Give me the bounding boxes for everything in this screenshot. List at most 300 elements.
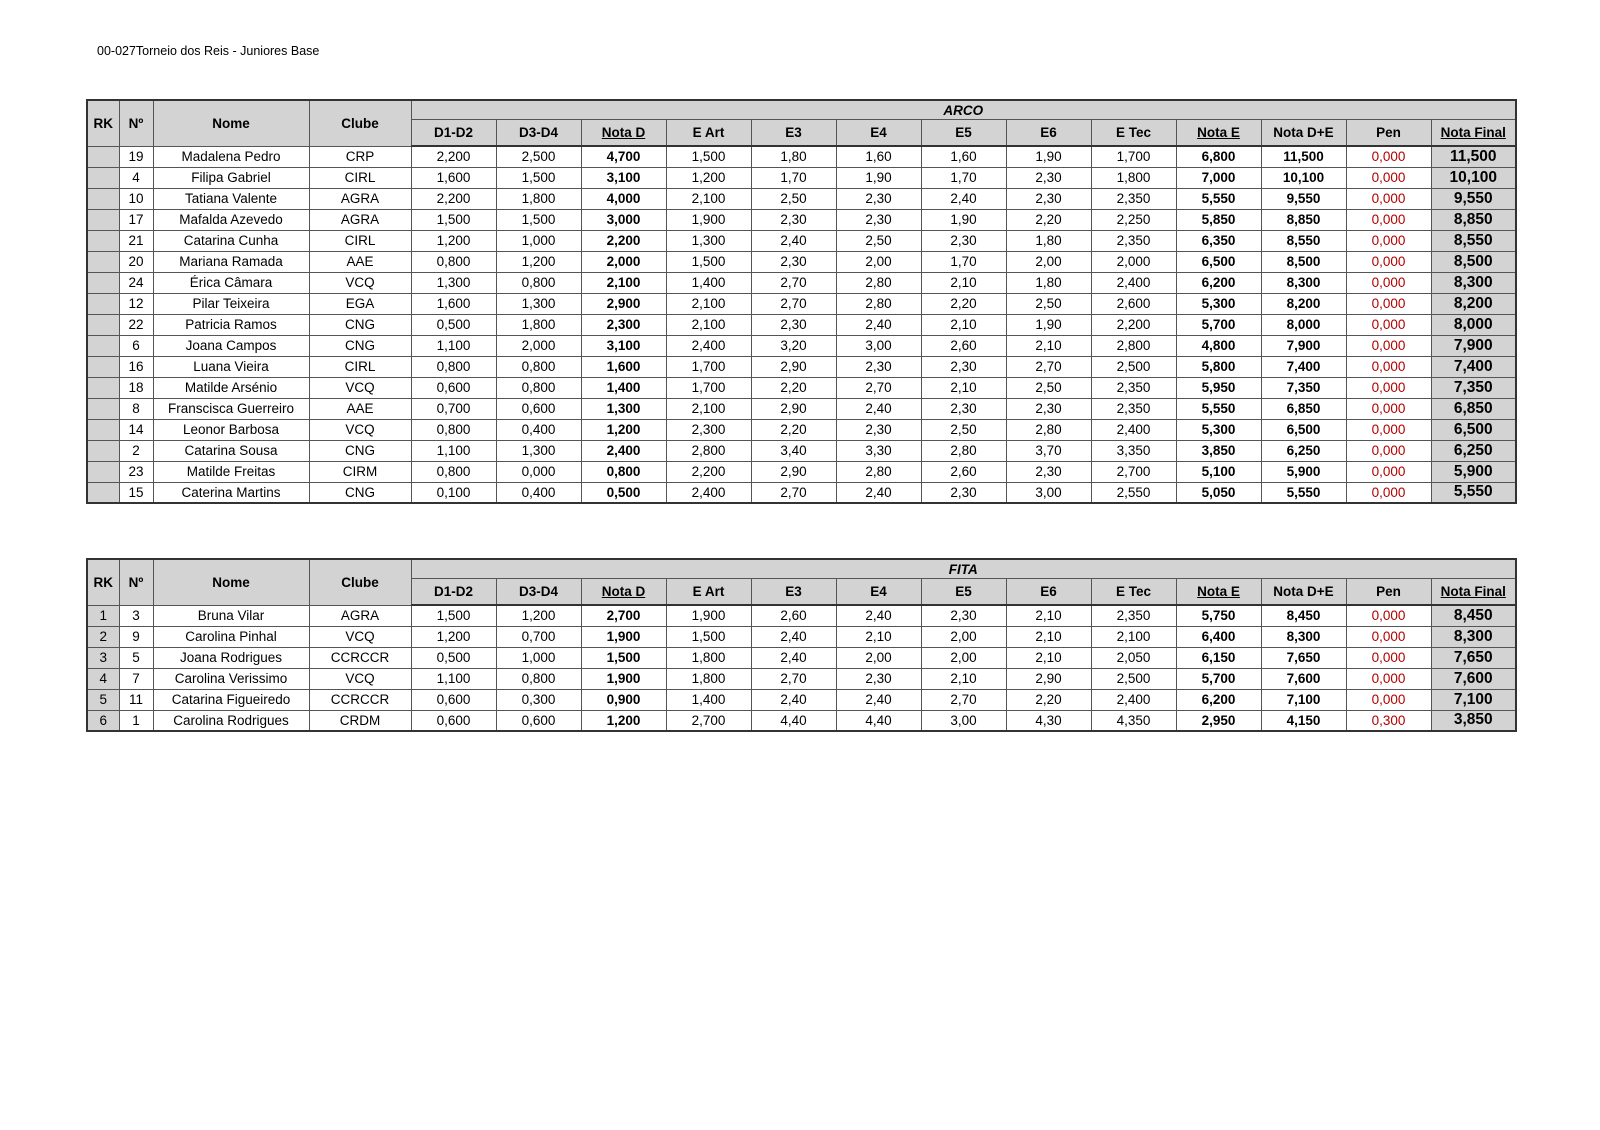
cell-nota-final: 9,550	[1431, 188, 1516, 209]
cell-nome: Mafalda Azevedo	[153, 209, 309, 230]
cell-nota-e: 6,200	[1176, 689, 1261, 710]
cell-nota-d-e: 5,550	[1261, 482, 1346, 503]
cell-e-tec: 2,700	[1091, 461, 1176, 482]
cell-d3-d4: 2,500	[496, 146, 581, 167]
cell-e4: 2,30	[836, 209, 921, 230]
cell-d1-d2: 0,600	[411, 710, 496, 731]
cell-nota-d: 4,000	[581, 188, 666, 209]
table-row	[87, 377, 1516, 398]
cell-e-art: 2,400	[666, 335, 751, 356]
cell-num: 12	[119, 293, 153, 314]
cell-nome: Patricia Ramos	[153, 314, 309, 335]
cell-nota-e: 2,950	[1176, 710, 1261, 731]
cell-nome: Carolina Rodrigues	[153, 710, 309, 731]
header-e3: E3	[751, 579, 836, 606]
cell-nome: Pilar Teixeira	[153, 293, 309, 314]
cell-nome: Leonor Barbosa	[153, 419, 309, 440]
cell-d1-d2: 1,100	[411, 440, 496, 461]
cell-nota-e: 5,550	[1176, 398, 1261, 419]
cell-e3: 4,40	[751, 710, 836, 731]
cell-pen: 0,000	[1346, 230, 1431, 251]
cell-nome: Tatiana Valente	[153, 188, 309, 209]
header-e-art: E Art	[666, 120, 751, 147]
cell-e3: 2,90	[751, 398, 836, 419]
cell-nota-e: 5,550	[1176, 188, 1261, 209]
cell-e4: 2,10	[836, 626, 921, 647]
cell-rk	[87, 377, 119, 398]
header-rk: RK	[87, 559, 119, 605]
cell-nota-e: 6,200	[1176, 272, 1261, 293]
cell-e-art: 1,400	[666, 272, 751, 293]
cell-e5: 2,50	[921, 419, 1006, 440]
cell-e-art: 1,200	[666, 167, 751, 188]
cell-pen: 0,300	[1346, 710, 1431, 731]
cell-d3-d4: 0,400	[496, 482, 581, 503]
cell-clube: CNG	[309, 335, 411, 356]
cell-nome: Catarina Cunha	[153, 230, 309, 251]
cell-d3-d4: 1,300	[496, 293, 581, 314]
cell-clube: AGRA	[309, 188, 411, 209]
cell-num: 4	[119, 167, 153, 188]
cell-d1-d2: 1,100	[411, 335, 496, 356]
cell-nota-d: 3,100	[581, 335, 666, 356]
cell-nome: Madalena Pedro	[153, 146, 309, 167]
cell-d1-d2: 1,200	[411, 230, 496, 251]
cell-nota-d: 2,400	[581, 440, 666, 461]
cell-nome: Carolina Verissimo	[153, 668, 309, 689]
header-pen: Pen	[1346, 120, 1431, 147]
cell-e6: 2,50	[1006, 293, 1091, 314]
cell-nota-d: 1,500	[581, 647, 666, 668]
cell-pen: 0,000	[1346, 440, 1431, 461]
cell-e-art: 1,900	[666, 605, 751, 626]
cell-nota-final: 8,200	[1431, 293, 1516, 314]
cell-num: 23	[119, 461, 153, 482]
cell-nota-e: 5,800	[1176, 356, 1261, 377]
cell-nota-final: 6,850	[1431, 398, 1516, 419]
cell-nota-final: 7,650	[1431, 647, 1516, 668]
table-row	[87, 293, 1516, 314]
cell-rk: 6	[87, 710, 119, 731]
cell-d3-d4: 1,300	[496, 440, 581, 461]
cell-pen: 0,000	[1346, 482, 1431, 503]
cell-d3-d4: 0,600	[496, 710, 581, 731]
cell-e4: 2,30	[836, 419, 921, 440]
cell-nome: Érica Câmara	[153, 272, 309, 293]
cell-num: 14	[119, 419, 153, 440]
cell-clube: VCQ	[309, 668, 411, 689]
cell-nota-d: 2,300	[581, 314, 666, 335]
cell-d3-d4: 0,800	[496, 377, 581, 398]
cell-rk: 1	[87, 605, 119, 626]
cell-pen: 0,000	[1346, 605, 1431, 626]
cell-nota-d-e: 7,650	[1261, 647, 1346, 668]
header-e5: E5	[921, 120, 1006, 147]
header-num: Nº	[119, 100, 153, 146]
cell-nota-e: 6,800	[1176, 146, 1261, 167]
cell-e-tec: 2,800	[1091, 335, 1176, 356]
cell-pen: 0,000	[1346, 647, 1431, 668]
results-table-fita	[86, 558, 1517, 732]
table-row	[87, 710, 1516, 731]
cell-e5: 2,60	[921, 461, 1006, 482]
table-row	[87, 146, 1516, 167]
cell-rk	[87, 251, 119, 272]
cell-nota-final: 5,900	[1431, 461, 1516, 482]
header-d3-d4: D3-D4	[496, 120, 581, 147]
cell-nota-final: 8,450	[1431, 605, 1516, 626]
cell-nota-d: 2,200	[581, 230, 666, 251]
cell-rk	[87, 188, 119, 209]
cell-nome: Catarina Sousa	[153, 440, 309, 461]
cell-nota-e: 6,150	[1176, 647, 1261, 668]
cell-e5: 2,10	[921, 314, 1006, 335]
cell-num: 8	[119, 398, 153, 419]
cell-d3-d4: 0,800	[496, 668, 581, 689]
cell-e5: 2,30	[921, 482, 1006, 503]
cell-e5: 3,00	[921, 710, 1006, 731]
cell-rk	[87, 335, 119, 356]
cell-e6: 3,70	[1006, 440, 1091, 461]
cell-e6: 2,10	[1006, 605, 1091, 626]
cell-e3: 2,70	[751, 293, 836, 314]
cell-e-art: 2,100	[666, 398, 751, 419]
cell-nota-d: 3,100	[581, 167, 666, 188]
cell-d3-d4: 1,000	[496, 647, 581, 668]
header-e-art: E Art	[666, 579, 751, 606]
cell-nota-d-e: 9,550	[1261, 188, 1346, 209]
cell-nota-final: 7,100	[1431, 689, 1516, 710]
cell-rk	[87, 461, 119, 482]
cell-e-tec: 2,350	[1091, 230, 1176, 251]
cell-e3: 2,40	[751, 689, 836, 710]
cell-nome: Joana Rodrigues	[153, 647, 309, 668]
cell-nota-d-e: 6,250	[1261, 440, 1346, 461]
cell-nota-d-e: 8,850	[1261, 209, 1346, 230]
cell-nota-d-e: 7,350	[1261, 377, 1346, 398]
cell-clube: CCRCCR	[309, 647, 411, 668]
cell-e6: 2,20	[1006, 689, 1091, 710]
cell-nota-d-e: 8,300	[1261, 626, 1346, 647]
cell-e-art: 2,800	[666, 440, 751, 461]
cell-e6: 2,10	[1006, 335, 1091, 356]
cell-nota-d: 2,900	[581, 293, 666, 314]
cell-num: 2	[119, 440, 153, 461]
cell-e5: 2,40	[921, 188, 1006, 209]
cell-nota-e: 5,100	[1176, 461, 1261, 482]
cell-e4: 2,80	[836, 461, 921, 482]
cell-e4: 3,00	[836, 335, 921, 356]
cell-e4: 2,40	[836, 314, 921, 335]
cell-e6: 3,00	[1006, 482, 1091, 503]
cell-num: 1	[119, 710, 153, 731]
cell-pen: 0,000	[1346, 668, 1431, 689]
header-nota-d: Nota D	[581, 579, 666, 606]
cell-nota-d-e: 7,100	[1261, 689, 1346, 710]
cell-d3-d4: 2,000	[496, 335, 581, 356]
header-nota-final: Nota Final	[1431, 579, 1516, 606]
cell-nota-d: 2,700	[581, 605, 666, 626]
cell-num: 22	[119, 314, 153, 335]
cell-e-art: 2,100	[666, 314, 751, 335]
cell-e3: 2,40	[751, 647, 836, 668]
cell-pen: 0,000	[1346, 461, 1431, 482]
cell-e-tec: 2,250	[1091, 209, 1176, 230]
cell-e4: 2,40	[836, 398, 921, 419]
cell-pen: 0,000	[1346, 689, 1431, 710]
header-nome: Nome	[153, 100, 309, 146]
cell-d1-d2: 1,600	[411, 167, 496, 188]
cell-nome: Caterina Martins	[153, 482, 309, 503]
cell-e3: 1,80	[751, 146, 836, 167]
cell-e-tec: 2,350	[1091, 188, 1176, 209]
cell-d1-d2: 0,500	[411, 647, 496, 668]
cell-pen: 0,000	[1346, 167, 1431, 188]
cell-nota-d: 0,900	[581, 689, 666, 710]
cell-rk	[87, 440, 119, 461]
cell-e4: 3,30	[836, 440, 921, 461]
cell-nota-d-e: 6,850	[1261, 398, 1346, 419]
cell-e5: 2,70	[921, 689, 1006, 710]
cell-num: 19	[119, 146, 153, 167]
cell-num: 10	[119, 188, 153, 209]
cell-e-tec: 2,400	[1091, 419, 1176, 440]
table-row	[87, 419, 1516, 440]
cell-nota-e: 6,350	[1176, 230, 1261, 251]
table-row	[87, 440, 1516, 461]
cell-e5: 2,20	[921, 293, 1006, 314]
cell-e4: 2,00	[836, 647, 921, 668]
cell-pen: 0,000	[1346, 251, 1431, 272]
cell-e6: 4,30	[1006, 710, 1091, 731]
cell-clube: AAE	[309, 398, 411, 419]
cell-d1-d2: 1,100	[411, 668, 496, 689]
cell-e4: 2,80	[836, 293, 921, 314]
cell-e4: 1,60	[836, 146, 921, 167]
cell-e3: 2,40	[751, 230, 836, 251]
cell-nota-d: 0,800	[581, 461, 666, 482]
cell-e3: 2,70	[751, 668, 836, 689]
cell-e4: 2,30	[836, 356, 921, 377]
cell-e6: 2,30	[1006, 398, 1091, 419]
cell-clube: VCQ	[309, 377, 411, 398]
cell-num: 5	[119, 647, 153, 668]
cell-nome: Franscisca Guerreiro	[153, 398, 309, 419]
cell-rk: 3	[87, 647, 119, 668]
cell-e4: 2,00	[836, 251, 921, 272]
cell-d1-d2: 2,200	[411, 146, 496, 167]
cell-nota-d: 1,900	[581, 626, 666, 647]
cell-e6: 1,80	[1006, 272, 1091, 293]
cell-e4: 2,40	[836, 689, 921, 710]
cell-num: 17	[119, 209, 153, 230]
cell-nota-final: 8,550	[1431, 230, 1516, 251]
cell-nota-d: 2,100	[581, 272, 666, 293]
cell-nota-final: 8,000	[1431, 314, 1516, 335]
cell-d3-d4: 0,300	[496, 689, 581, 710]
cell-e4: 2,80	[836, 272, 921, 293]
cell-num: 18	[119, 377, 153, 398]
table-row	[87, 626, 1516, 647]
cell-e5: 2,80	[921, 440, 1006, 461]
header-d1-d2: D1-D2	[411, 120, 496, 147]
cell-e5: 1,70	[921, 167, 1006, 188]
cell-clube: CRDM	[309, 710, 411, 731]
cell-e3: 3,40	[751, 440, 836, 461]
cell-nota-e: 5,750	[1176, 605, 1261, 626]
cell-rk	[87, 356, 119, 377]
cell-e-tec: 2,600	[1091, 293, 1176, 314]
cell-e-tec: 3,350	[1091, 440, 1176, 461]
cell-e4: 4,40	[836, 710, 921, 731]
cell-e4: 1,90	[836, 167, 921, 188]
cell-e-art: 2,400	[666, 482, 751, 503]
table-body	[87, 146, 1516, 503]
cell-nota-final: 11,500	[1431, 146, 1516, 167]
cell-nota-final: 8,300	[1431, 626, 1516, 647]
cell-clube: CNG	[309, 482, 411, 503]
cell-e6: 2,10	[1006, 626, 1091, 647]
cell-nota-final: 8,850	[1431, 209, 1516, 230]
cell-clube: AGRA	[309, 605, 411, 626]
cell-rk	[87, 314, 119, 335]
cell-clube: VCQ	[309, 419, 411, 440]
cell-e-tec: 2,350	[1091, 605, 1176, 626]
cell-e3: 3,20	[751, 335, 836, 356]
cell-nota-final: 7,400	[1431, 356, 1516, 377]
cell-e-art: 1,300	[666, 230, 751, 251]
header-e6: E6	[1006, 120, 1091, 147]
cell-nota-final: 6,250	[1431, 440, 1516, 461]
cell-rk	[87, 209, 119, 230]
cell-nota-e: 5,700	[1176, 314, 1261, 335]
cell-e-tec: 2,050	[1091, 647, 1176, 668]
cell-e6: 2,00	[1006, 251, 1091, 272]
header-nota-e: Nota E	[1176, 579, 1261, 606]
cell-nota-e: 5,300	[1176, 293, 1261, 314]
cell-clube: EGA	[309, 293, 411, 314]
table-row	[87, 605, 1516, 626]
cell-e-art: 1,800	[666, 668, 751, 689]
cell-pen: 0,000	[1346, 314, 1431, 335]
cell-e4: 2,30	[836, 188, 921, 209]
cell-e3: 2,30	[751, 251, 836, 272]
cell-nome: Matilde Freitas	[153, 461, 309, 482]
header-clube: Clube	[309, 100, 411, 146]
cell-nota-d-e: 7,400	[1261, 356, 1346, 377]
results-table-arco	[86, 99, 1517, 504]
cell-e5: 2,60	[921, 335, 1006, 356]
header-d3-d4: D3-D4	[496, 579, 581, 606]
cell-nota-e: 6,500	[1176, 251, 1261, 272]
table-row	[87, 398, 1516, 419]
cell-nota-d-e: 8,450	[1261, 605, 1346, 626]
cell-e6: 2,30	[1006, 167, 1091, 188]
cell-e6: 1,90	[1006, 146, 1091, 167]
cell-nota-e: 3,850	[1176, 440, 1261, 461]
cell-e6: 2,20	[1006, 209, 1091, 230]
cell-e3: 2,60	[751, 605, 836, 626]
cell-nota-d-e: 11,500	[1261, 146, 1346, 167]
cell-nota-d: 1,300	[581, 398, 666, 419]
cell-pen: 0,000	[1346, 398, 1431, 419]
cell-e-art: 2,300	[666, 419, 751, 440]
cell-d1-d2: 1,600	[411, 293, 496, 314]
cell-e5: 2,00	[921, 626, 1006, 647]
table-row	[87, 461, 1516, 482]
table-row	[87, 167, 1516, 188]
cell-e-art: 1,500	[666, 626, 751, 647]
cell-d1-d2: 0,800	[411, 356, 496, 377]
cell-e-tec: 4,350	[1091, 710, 1176, 731]
cell-nota-e: 4,800	[1176, 335, 1261, 356]
apparatus-title: FITA	[411, 559, 1516, 579]
cell-e4: 2,30	[836, 668, 921, 689]
cell-num: 20	[119, 251, 153, 272]
table-row	[87, 689, 1516, 710]
cell-e-tec: 1,800	[1091, 167, 1176, 188]
cell-e-art: 2,700	[666, 710, 751, 731]
cell-e-tec: 1,700	[1091, 146, 1176, 167]
header-num: Nº	[119, 559, 153, 605]
cell-d3-d4: 0,600	[496, 398, 581, 419]
cell-num: 9	[119, 626, 153, 647]
cell-e3: 2,30	[751, 209, 836, 230]
cell-nota-d-e: 5,900	[1261, 461, 1346, 482]
cell-d1-d2: 0,500	[411, 314, 496, 335]
cell-e3: 1,70	[751, 167, 836, 188]
document-title: 00-027Torneio dos Reis - Juniores Base	[97, 44, 320, 58]
header-e-tec: E Tec	[1091, 579, 1176, 606]
cell-num: 16	[119, 356, 153, 377]
cell-nota-d: 2,000	[581, 251, 666, 272]
cell-d1-d2: 1,300	[411, 272, 496, 293]
cell-nota-d-e: 8,500	[1261, 251, 1346, 272]
cell-e-art: 2,200	[666, 461, 751, 482]
cell-e3: 2,40	[751, 626, 836, 647]
cell-e5: 2,30	[921, 605, 1006, 626]
cell-e6: 2,90	[1006, 668, 1091, 689]
cell-nota-final: 6,500	[1431, 419, 1516, 440]
cell-clube: VCQ	[309, 272, 411, 293]
cell-e5: 2,30	[921, 230, 1006, 251]
cell-nota-d: 1,600	[581, 356, 666, 377]
table-row	[87, 230, 1516, 251]
cell-nota-e: 6,400	[1176, 626, 1261, 647]
cell-e5: 1,90	[921, 209, 1006, 230]
cell-d1-d2: 0,800	[411, 419, 496, 440]
cell-e-tec: 2,500	[1091, 356, 1176, 377]
table-row	[87, 482, 1516, 503]
table-row	[87, 188, 1516, 209]
header-e5: E5	[921, 579, 1006, 606]
cell-nota-e: 5,950	[1176, 377, 1261, 398]
cell-d1-d2: 1,200	[411, 626, 496, 647]
cell-num: 11	[119, 689, 153, 710]
cell-nota-d-e: 6,500	[1261, 419, 1346, 440]
cell-e-art: 2,100	[666, 293, 751, 314]
cell-nome: Joana Campos	[153, 335, 309, 356]
cell-pen: 0,000	[1346, 293, 1431, 314]
cell-e5: 2,10	[921, 377, 1006, 398]
cell-e-tec: 2,400	[1091, 272, 1176, 293]
cell-nota-d: 1,900	[581, 668, 666, 689]
cell-rk	[87, 230, 119, 251]
table-row	[87, 647, 1516, 668]
cell-rk	[87, 419, 119, 440]
cell-d3-d4: 0,400	[496, 419, 581, 440]
cell-e5: 1,60	[921, 146, 1006, 167]
